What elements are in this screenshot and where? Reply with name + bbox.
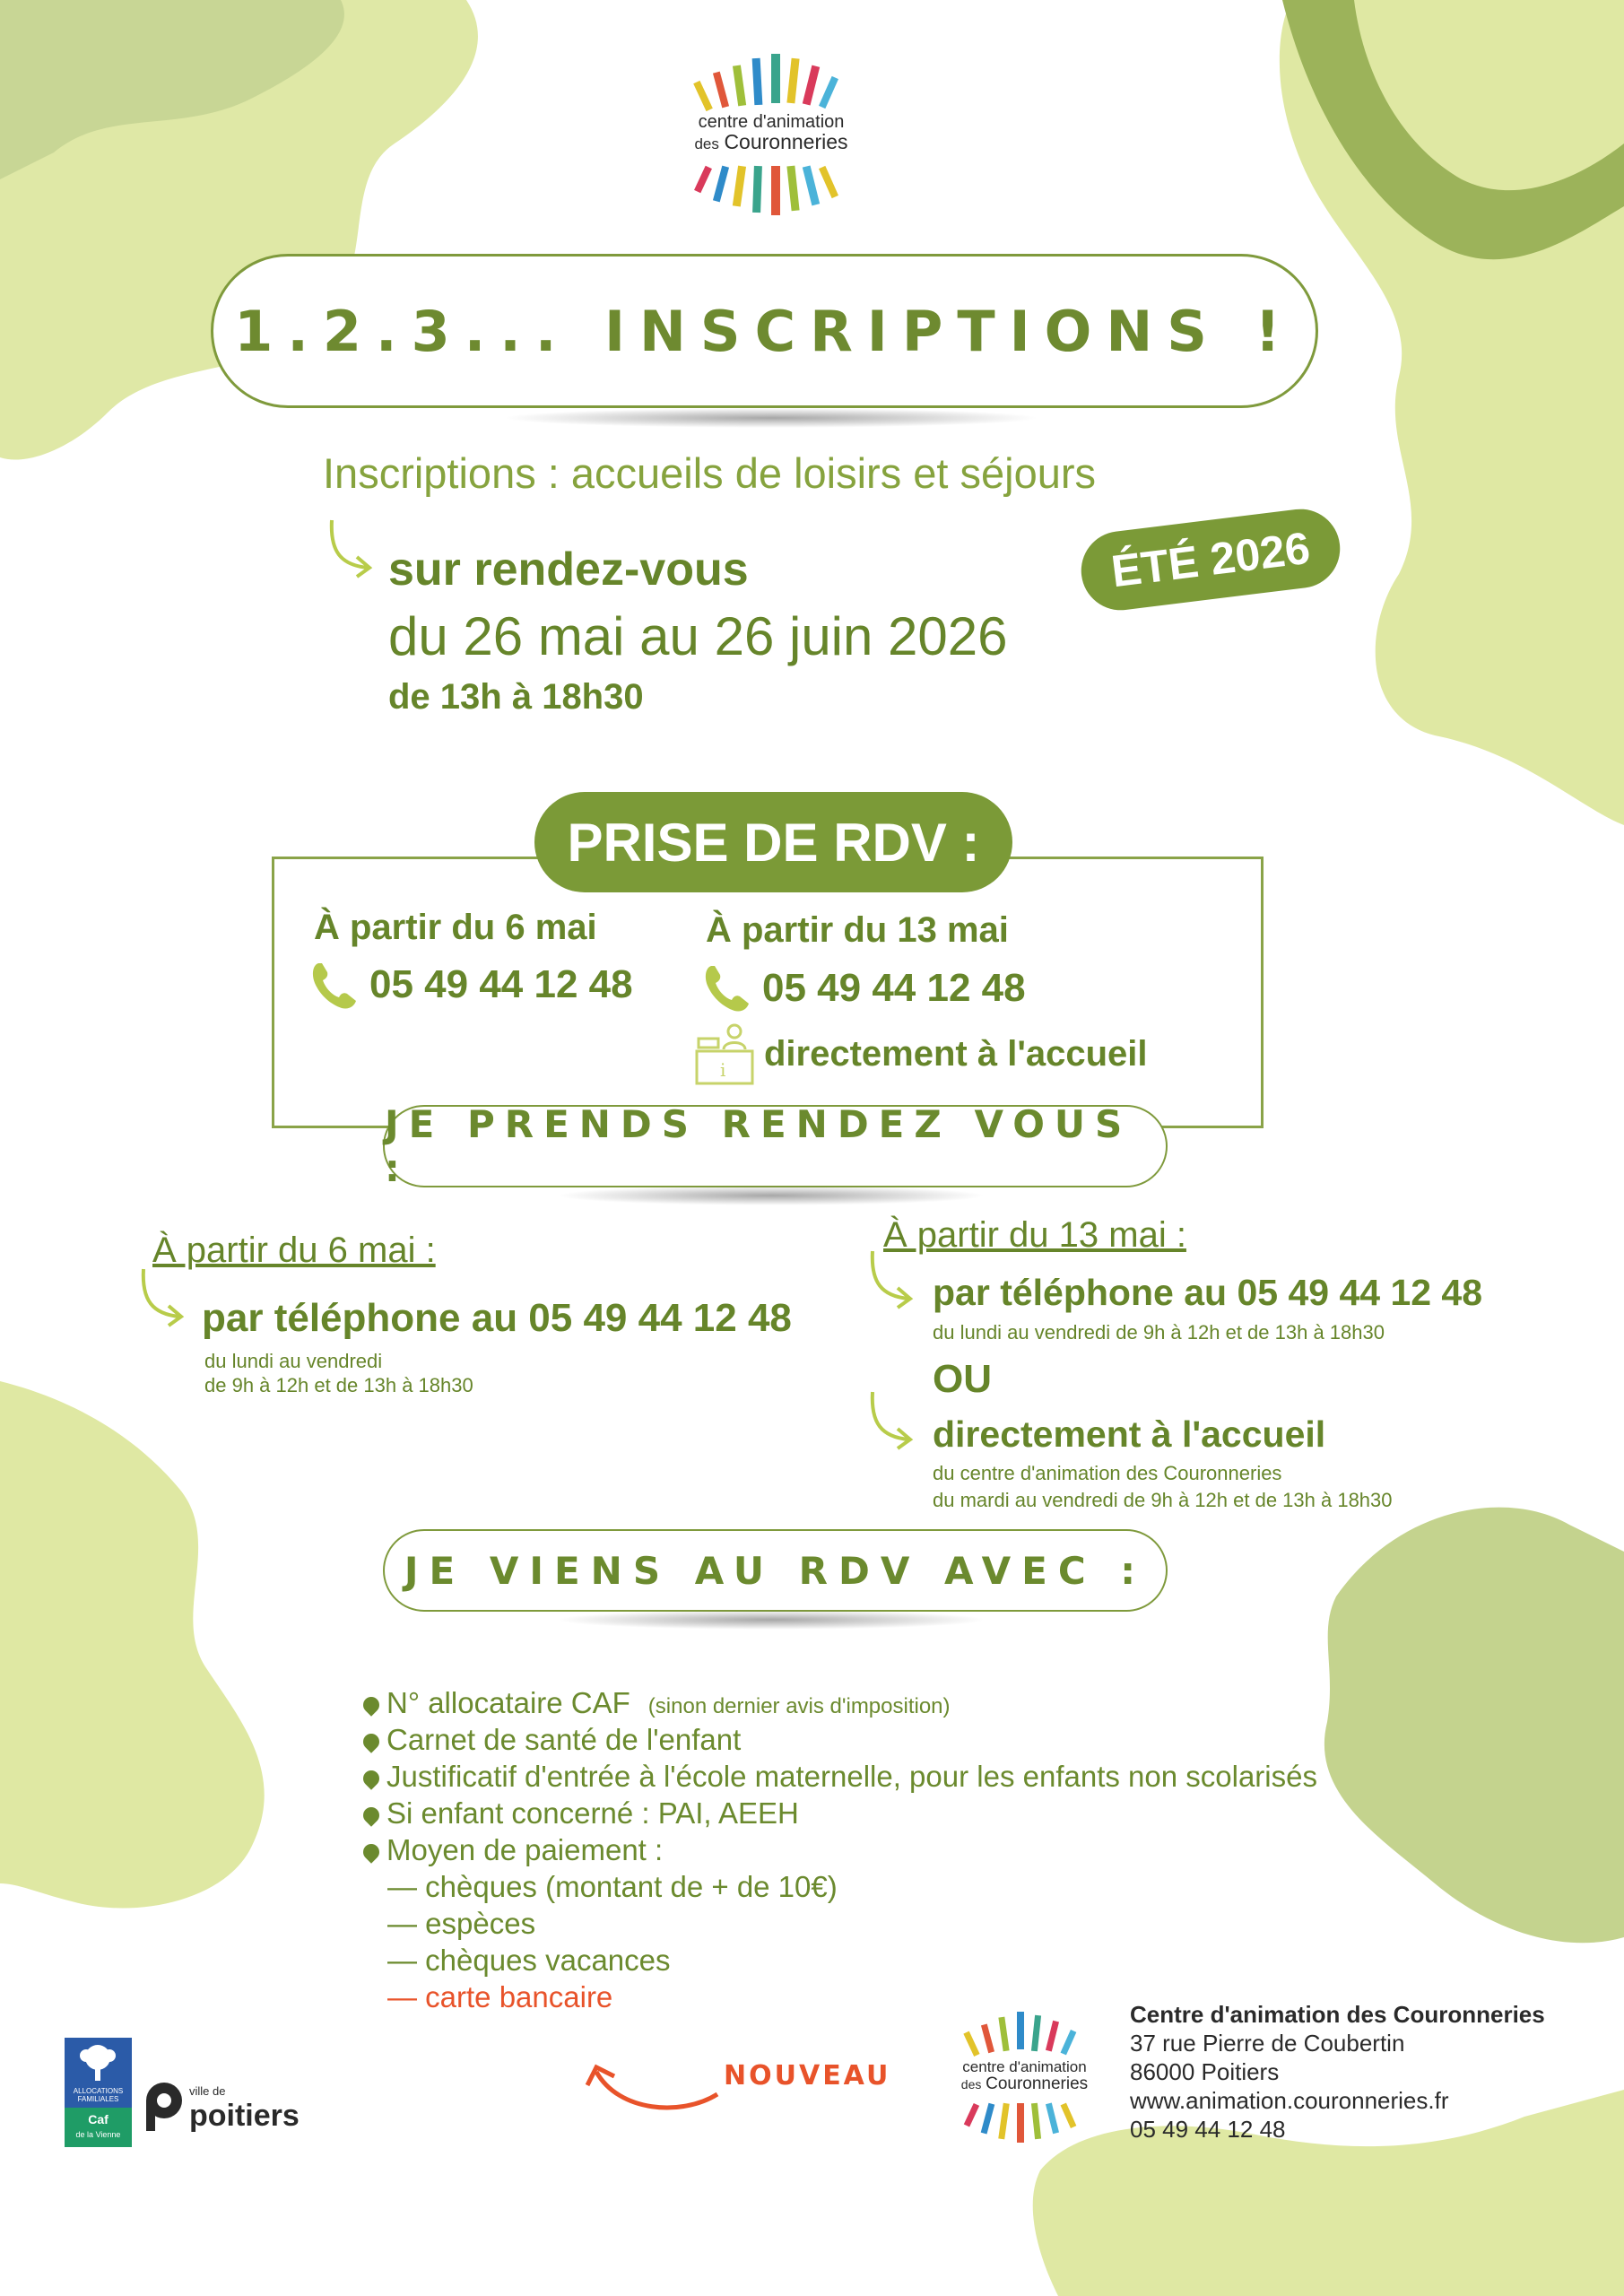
section2-shadow [556,1186,986,1205]
s2-left-phone: par téléphone au 05 49 44 12 48 [202,1296,792,1340]
season-badge-label: ÉTÉ 2026 [1108,522,1313,597]
logo-top [664,49,879,220]
bullet-icon [360,1840,382,1863]
intro-line3: de 13h à 18h30 [388,677,644,717]
svg-text:i: i [720,1059,726,1081]
bullet-icon [360,1767,382,1789]
footer-address2: 86000 Poitiers [1130,2058,1280,2085]
intro-line2: du 26 mai au 26 juin 2026 [388,606,1008,666]
logo-line1: centre d'animation [698,112,845,132]
bullet-icon [360,1730,382,1752]
section3-shadow [556,1610,986,1630]
footer-web[interactable]: www.animation.couronneries.fr [1130,2087,1449,2114]
s2-left-heading: À partir du 6 mai : [152,1231,436,1270]
arrow-right-icon [864,1387,917,1450]
list-item [363,1723,741,1757]
curved-arrow-icon [583,2045,726,2126]
phone-icon [309,958,360,1012]
s2-right-phone: par téléphone au 05 49 44 12 48 [933,1272,1483,1313]
s2-right-heading: À partir du 13 mai : [883,1215,1186,1255]
bullet-icon [360,1693,382,1716]
section3-title: JE VIENS AU RDV AVEC : [404,1548,1147,1593]
arrow-right-icon [323,516,377,578]
s2-left-hours1: du lundi au vendredi [204,1350,383,1372]
list-item [363,1686,951,1720]
s2-right-hours: du lundi au vendredi de 9h à 12h et de 13h à 18h30 [933,1321,1385,1344]
logo-footer [942,2005,1107,2148]
title-shadow [502,408,1040,428]
rdv-col2-phone: 05 49 44 12 48 [762,966,1026,1010]
rdv-col1-phone: 05 49 44 12 48 [369,962,633,1006]
caf-tree-icon [65,2038,132,2087]
title-pill [211,254,1318,408]
caf-line1: ALLOCATIONS FAMILIALES [73,2087,124,2103]
payment-item-new: — carte bancaire [387,1980,613,2013]
poitiers-logo [139,2079,300,2133]
rdv-col2-heading: À partir du 13 mai [706,910,1009,950]
logo-footer-line2: des [960,2077,982,2092]
list-item-note: (sinon dernier avis d'imposition) [647,1694,951,1718]
section2-title: JE PRENDS RENDEZ VOUS : [385,1102,1133,1190]
logo-footer-line1: centre d'animation [962,2058,1087,2075]
payment-item: — espèces [387,1907,536,1940]
reception-desk-icon [693,1022,758,1087]
list-item [363,1796,799,1831]
caf-line2: Caf [88,2112,109,2126]
s2-right-desk-sub1: du centre d'animation des Couronneries [933,1462,1282,1484]
list-item [363,1833,663,1867]
list-item-text: Si enfant concerné : PAI, AEEH [386,1796,799,1830]
list-item-text: Carnet de santé de l'enfant [386,1723,742,1756]
s2-right-desk: directement à l'accueil [933,1413,1326,1455]
logo-footer-line3: Couronneries [986,2074,1089,2093]
phone-icon [702,961,752,1014]
payment-item: — chèques (montant de + de 10€) [387,1870,838,1903]
footer-org: Centre d'animation des Couronneries [1130,2001,1545,2028]
new-label: NOUVEAU [724,2060,891,2092]
arrow-right-icon [135,1265,188,1327]
poitiers-mark-icon [139,2079,189,2133]
poitiers-small: ville de [189,2084,226,2098]
caf-logo [65,2038,132,2147]
poitiers-name: poitiers [189,2099,300,2133]
list-item-text: N° allocataire CAF [386,1686,630,1719]
s2-right-or: OU [933,1357,992,1401]
arrow-right-icon [864,1247,917,1309]
list-item-text: Justificatif d'entrée à l'école maternelle, pour les enfants non scolarisés [386,1760,1317,1793]
caf-line3: de la Vienne [75,2130,121,2139]
rdv-title: PRISE DE RDV : [567,812,980,873]
rdv-title-pill [534,792,1012,892]
intro-subtitle: Inscriptions : accueils de loisirs et séjours [323,449,1097,497]
list-item-text: Moyen de paiement : [386,1833,664,1866]
payment-item: — chèques vacances [387,1944,671,1977]
intro-line1: sur rendez-vous [388,544,749,596]
footer-phone: 05 49 44 12 48 [1130,2116,1286,2143]
rdv-col2-desk: directement à l'accueil [764,1034,1148,1074]
section2-pill [383,1102,1168,1190]
list-item [363,1760,1317,1794]
page-title: 1.2.3... INSCRIPTIONS ! [234,298,1295,364]
footer-address1: 37 rue Pierre de Coubertin [1130,2030,1405,2057]
logo-line2: des [694,135,719,152]
s2-right-desk-sub2: du mardi au vendredi de 9h à 12h et de 13h à 18h30 [933,1489,1393,1511]
rdv-col1-heading: À partir du 6 mai [314,908,597,947]
s2-left-hours2: de 9h à 12h et de 13h à 18h30 [204,1374,473,1396]
bullet-icon [360,1804,382,1826]
logo-line3: Couronneries [724,130,848,153]
section3-pill [383,1529,1168,1612]
